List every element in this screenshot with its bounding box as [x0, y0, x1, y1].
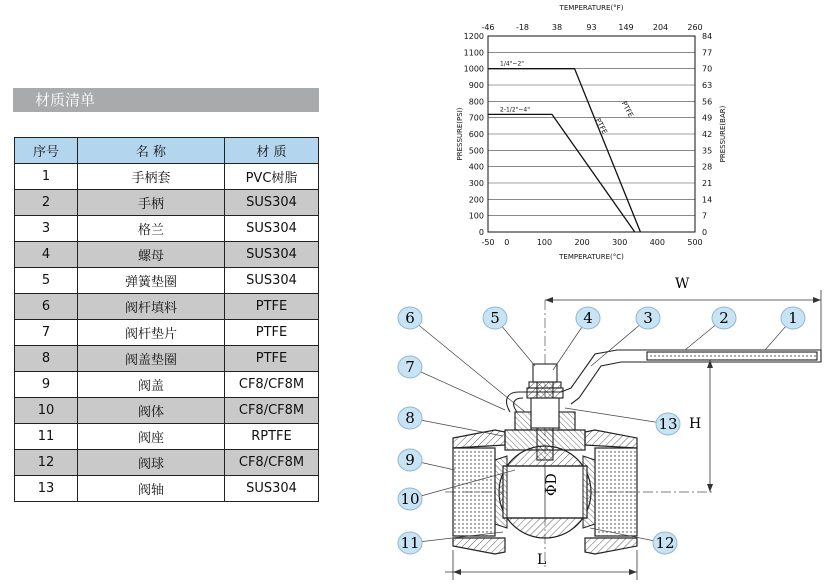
series-range-label: 1/4"~2": [500, 60, 525, 68]
callout-number: 4: [583, 309, 593, 327]
y-tick-label: 1100: [463, 48, 484, 58]
x-tick-label: 500: [687, 238, 703, 247]
y-right-tick-label: 84: [702, 32, 713, 41]
dim-l-label: L: [537, 552, 547, 568]
callout-number: 5: [490, 309, 500, 327]
y-right-tick-label: 77: [702, 48, 713, 58]
callout-leader: [410, 418, 503, 436]
callout-number: 13: [658, 415, 678, 433]
callout-number: 2: [719, 309, 729, 327]
top-axis-title: TEMPERATURE(°F): [559, 4, 624, 12]
cell-seq: 9: [15, 372, 78, 398]
series-line: [488, 114, 635, 232]
x-tick-label: -50: [481, 238, 495, 247]
header-material: 材 质: [225, 138, 319, 164]
y-tick-label: 1000: [463, 64, 484, 74]
x-top-tick-label: 149: [618, 23, 634, 32]
x-top-tick-label: 38: [551, 23, 563, 32]
table-row: [15, 242, 319, 268]
cell-name: 弹簧垫圈: [78, 268, 225, 294]
cell-name: 格兰: [78, 216, 225, 242]
y-right-tick-label: 35: [702, 146, 713, 156]
y-right-tick-label: 70: [702, 64, 713, 74]
cell-material: CF8/CF8M: [225, 372, 319, 398]
y-tick-label: 800: [468, 97, 484, 107]
x-tick-label: 400: [649, 238, 666, 247]
table-row: [15, 294, 319, 320]
cell-seq: 10: [15, 398, 78, 424]
x-top-tick-label: 260: [687, 23, 703, 32]
cell-name: 阀盖: [78, 372, 225, 398]
dim-w-label: W: [675, 276, 690, 292]
table-row: [15, 424, 319, 450]
cell-seq: 6: [15, 294, 78, 320]
cell-material: SUS304: [225, 216, 319, 242]
y-right-tick-label: 56: [702, 97, 713, 107]
cell-seq: 8: [15, 346, 78, 372]
table-row: [15, 164, 319, 190]
callout-number: 10: [400, 490, 420, 508]
cell-material: PVC树脂: [225, 164, 319, 190]
x-tick-label: 300: [612, 238, 628, 247]
y-tick-label: 100: [468, 211, 484, 221]
cell-material: CF8/CF8M: [225, 398, 319, 424]
cell-seq: 7: [15, 320, 78, 346]
y-tick-label: 900: [468, 81, 484, 90]
y-right-tick-label: 7: [702, 211, 708, 221]
y-right-tick-label: 21: [702, 179, 713, 188]
table-row: [15, 450, 319, 476]
header-seq: 序号: [15, 138, 78, 164]
cell-material: SUS304: [225, 190, 319, 216]
table-row: [15, 268, 319, 294]
table-row: [15, 320, 319, 346]
y-tick-label: 1200: [463, 32, 484, 41]
callout-leader: [410, 367, 505, 410]
table-row: [15, 190, 319, 216]
y-tick-label: 600: [468, 130, 484, 139]
dim-h-label: H: [689, 416, 702, 432]
callout-number: 9: [405, 451, 415, 469]
cell-name: 阀盖垫圈: [78, 346, 225, 372]
cell-seq: 3: [15, 216, 78, 242]
y-axis-title-right: PRESSURE(BAR): [719, 105, 727, 163]
cell-name: 手柄: [78, 190, 225, 216]
series-name-label: PTFE: [593, 116, 609, 136]
table-row: [15, 216, 319, 242]
cell-material: SUS304: [225, 268, 319, 294]
cell-seq: 5: [15, 268, 78, 294]
table-row: [15, 372, 319, 398]
cell-name: 螺母: [78, 242, 225, 268]
callout-number: 1: [788, 309, 798, 327]
callout-number: 3: [643, 309, 653, 327]
callout-number: 11: [400, 534, 420, 552]
y-right-tick-label: 14: [702, 195, 713, 205]
dim-d-label: ΦD: [544, 473, 560, 496]
cell-material: PTFE: [225, 294, 319, 320]
cell-material: SUS304: [225, 242, 319, 268]
callout-leader: [565, 408, 668, 424]
y-right-tick-label: 0: [702, 228, 708, 237]
series-range-label: 2-1/2"~4": [500, 106, 531, 114]
table-row: [15, 398, 319, 424]
x-top-tick-label: 93: [586, 23, 597, 32]
y-tick-label: 500: [468, 146, 484, 156]
table-header-row: [15, 138, 319, 164]
series-name-label: PTFE: [619, 100, 635, 119]
cell-material: PTFE: [225, 320, 319, 346]
cell-material: PTFE: [225, 346, 319, 372]
callout-number: 7: [405, 358, 415, 376]
y-right-tick-label: 28: [702, 162, 713, 172]
callout-number: 6: [405, 309, 415, 327]
cell-name: 阀杆垫片: [78, 320, 225, 346]
x-top-tick-label: 204: [652, 23, 669, 32]
section-title: 材质清单: [13, 88, 319, 112]
cell-name: 阀球: [78, 450, 225, 476]
cell-material: SUS304: [225, 476, 319, 502]
y-axis-title-left: PRESSURE(PSI): [456, 107, 464, 161]
header-name: 名 称: [78, 138, 225, 164]
cell-seq: 11: [15, 424, 78, 450]
cell-seq: 13: [15, 476, 78, 502]
x-axis-title: TEMPERATURE(°C): [559, 253, 624, 261]
x-tick-label: 200: [574, 238, 590, 247]
callout-number: 12: [655, 534, 675, 552]
y-tick-label: 0: [478, 228, 484, 237]
y-tick-label: 700: [468, 113, 484, 123]
cell-name: 阀体: [78, 398, 225, 424]
cell-seq: 1: [15, 164, 78, 190]
cell-name: 手柄套: [78, 164, 225, 190]
table-row: [15, 346, 319, 372]
y-tick-label: 400: [468, 162, 484, 172]
cell-material: RPTFE: [225, 424, 319, 450]
cell-seq: 4: [15, 242, 78, 268]
x-top-tick-label: -18: [515, 23, 530, 32]
x-tick-label: 100: [536, 238, 553, 247]
pressure-temperature-chart: [455, 0, 745, 268]
cell-material: CF8/CF8M: [225, 450, 319, 476]
cell-name: 阀杆填料: [78, 294, 225, 320]
y-tick-label: 200: [468, 195, 484, 205]
callout-number: 8: [405, 409, 415, 427]
table-row: [15, 476, 319, 502]
y-right-tick-label: 42: [702, 130, 713, 139]
y-right-tick-label: 63: [702, 81, 713, 90]
x-tick-label: 0: [504, 238, 510, 247]
cell-seq: 2: [15, 190, 78, 216]
callout-leader: [410, 318, 525, 412]
cell-seq: 12: [15, 450, 78, 476]
valve-section-drawing: [385, 270, 826, 587]
cell-name: 阀座: [78, 424, 225, 450]
y-tick-label: 300: [468, 179, 484, 188]
y-right-tick-label: 49: [702, 113, 713, 123]
cell-name: 阀轴: [78, 476, 225, 502]
x-top-tick-label: -46: [481, 23, 495, 32]
bom-table: [14, 137, 319, 502]
